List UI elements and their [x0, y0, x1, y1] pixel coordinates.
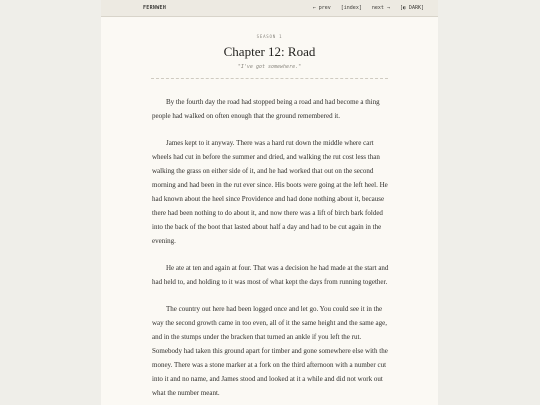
next-chapter-link[interactable]: next → — [371, 5, 390, 11]
paragraph: He ate at ten and again at four. That was a decision he had made at the start and had held to, and holding to it was most of what kept the days from running together. — [152, 264, 389, 286]
prev-chapter-link[interactable]: ← prev — [312, 5, 331, 11]
index-link[interactable]: [index] — [340, 5, 362, 11]
dark-mode-toggle[interactable]: [◐ DARK] — [399, 5, 424, 11]
chapter-epigraph: "I've got somewhere." — [237, 64, 302, 70]
chapter-nav — [313, 5, 424, 11]
reader-page — [101, 0, 438, 405]
paragraph: By the fourth day the road had stopped being a road and had become a thing people had walked on often enough that the ground remembered it. — [152, 98, 380, 120]
chapter-body — [101, 79, 438, 400]
chapter-title: Chapter 12: Road — [223, 44, 316, 59]
season-label: SEASON 1 — [256, 34, 283, 39]
chapter-header — [101, 34, 438, 70]
paragraph: The country out here had been logged once and let go. You could see it in the way the second growth came in too even, all of it the same height and the same age, and in the stumps under the bracken that turned an ankle if you left the rut. Somebody had taken this ground apart for timber and gone somewhere else with the money. There was a stone marker at a fork on the third afternoon with a number cut into it and no name, and James stood and looked at it a while and did not work out what the number meant. — [152, 305, 388, 397]
site-brand[interactable]: FERNWEH — [143, 5, 167, 11]
top-nav-bar — [101, 0, 438, 17]
paragraph: James kept to it anyway. There was a hard rut down the middle where cart wheels had cut in before the summer and dried, and walking the rut cost less than walking the grass on either side of it, and he had worked that out on the second morning and had been in the rut ever since. His boots were going at the left heel. He had known about the heel since Providence and had done nothing about it, because there had been nothing to do about it, and now there was a lift of birch bark folded into the back of the boot that lasted about half a day and had to be cut again in the evening. — [152, 139, 388, 245]
